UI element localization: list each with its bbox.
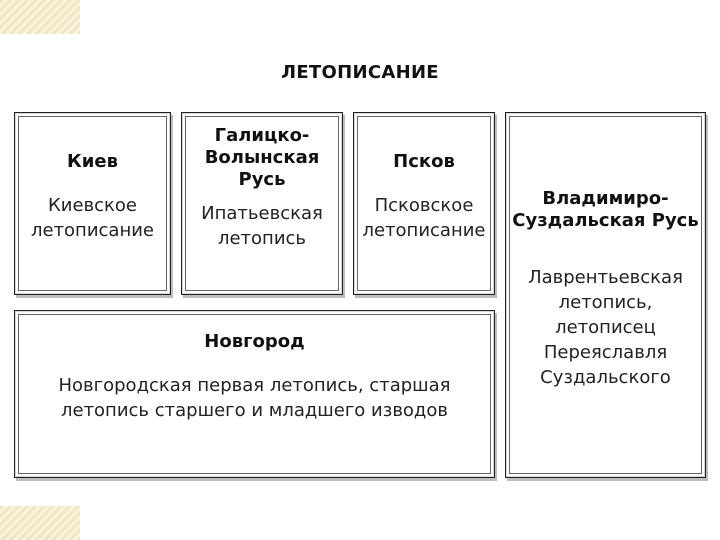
text-line-2: летопись, — [558, 292, 653, 313]
box-vladimir — [505, 112, 706, 478]
text-line-2: летописание — [30, 220, 154, 241]
box-pskov — [353, 112, 495, 295]
region-title-line-3: Русь — [238, 169, 286, 190]
text-line-1: Лаврентьевская — [528, 267, 683, 288]
region-title: Новгород — [204, 331, 305, 352]
region-title: Киев — [67, 151, 118, 172]
text-line-1: Киевское — [47, 195, 137, 216]
region-title-line-2: Волынская — [204, 147, 320, 168]
box-kiev — [14, 112, 171, 295]
text-line-3: летописец — [555, 317, 656, 338]
text-line-5: Суздальского — [540, 367, 671, 388]
text-line-4: Переяславля — [543, 342, 668, 363]
region-title-line-1: Владимиро- — [542, 188, 669, 209]
region-title-line-1: Галицко- — [214, 125, 310, 146]
text-line-2: летопись — [217, 228, 307, 249]
text-line-2: летописание — [362, 220, 486, 241]
text-line-1: Ипатьевская — [201, 203, 323, 224]
region-title: Псков — [393, 151, 455, 172]
box-novgorod — [14, 310, 495, 478]
text-line-2: летопись старшего и младшего изводов — [60, 400, 449, 421]
page-title: ЛЕТОПИСАНИЕ — [281, 62, 439, 83]
text-line-1: Новгородская первая летопись, старшая — [58, 375, 451, 396]
decorative-corner-top — [0, 0, 80, 34]
region-title-line-2: Суздальская Русь — [512, 210, 699, 231]
decorative-corner-bottom — [0, 506, 80, 540]
text-line-1: Псковское — [374, 195, 474, 216]
box-galich — [181, 112, 343, 295]
